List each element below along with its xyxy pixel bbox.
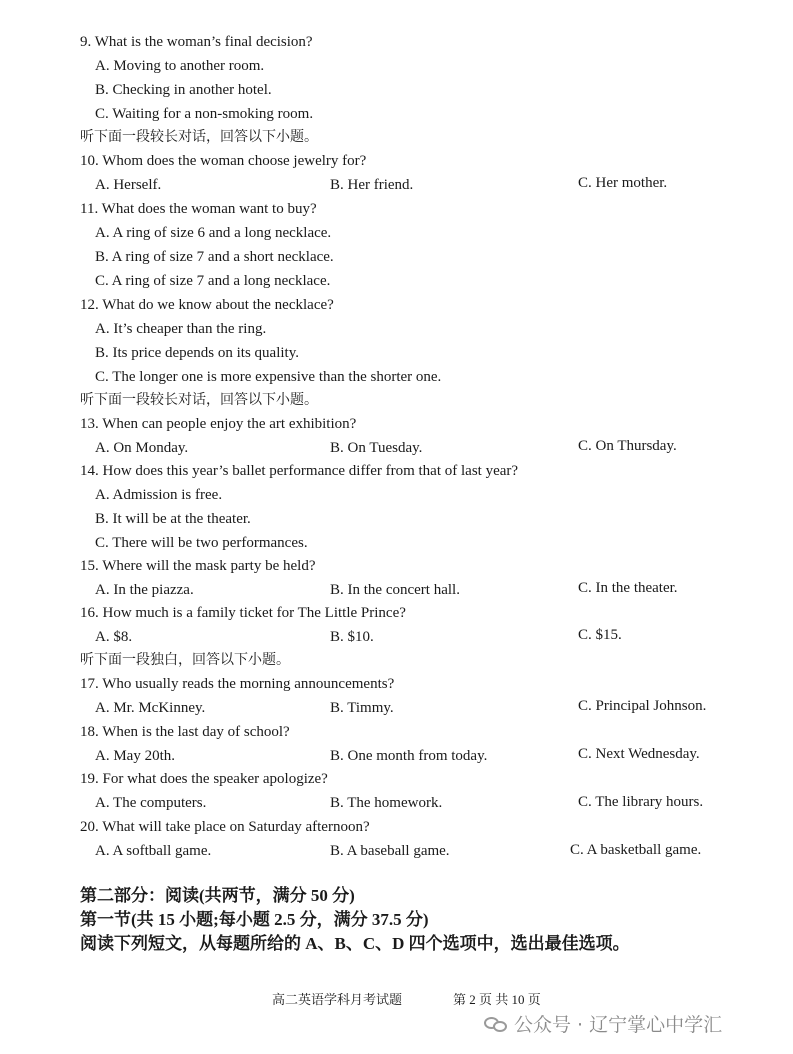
watermark [484, 1010, 722, 1037]
question-stem: 12. What do we know about the necklace? [80, 297, 334, 313]
section-title: 第一节(共 15 小题;每小题 2.5 分，满分 37.5 分) [80, 910, 429, 929]
option-a: A. The computers. [95, 795, 207, 811]
option-b: B. The homework. [330, 795, 443, 811]
question-stem: 11. What does the woman want to buy? [80, 201, 317, 217]
option-a: A. A ring of size 6 and a long necklace. [95, 225, 332, 241]
page-number: 第 2 页 共 10 页 [453, 992, 541, 1007]
listening-instruction: 听下面一段独白，回答以下小题。 [80, 652, 290, 668]
option-b: B. In the concert hall. [330, 582, 460, 598]
question-stem: 15. Where will the mask party be held? [80, 558, 316, 574]
question-stem: 18. When is the last day of school? [80, 724, 290, 740]
question-stem: 10. Whom does the woman choose jewelry for? [80, 153, 367, 169]
option-b: B. Timmy. [330, 700, 394, 716]
option-a: A. It’s cheaper than the ring. [95, 321, 267, 337]
option-a: A. A softball game. [95, 843, 212, 859]
option-a: A. Moving to another room. [95, 58, 265, 74]
option-c: C. $15. [578, 627, 622, 643]
option-a: A. On Monday. [95, 440, 189, 456]
option-c: C. Her mother. [578, 175, 668, 191]
option-b: B. Its price depends on its quality. [95, 345, 299, 361]
option-c: C. Principal Johnson. [578, 698, 707, 714]
question-stem: 19. For what does the speaker apologize? [80, 771, 328, 787]
option-c: C. The longer one is more expensive than the shorter one. [95, 369, 442, 385]
option-b: B. It will be at the theater. [95, 511, 251, 527]
option-b: B. On Tuesday. [330, 440, 423, 456]
option-c: C. Next Wednesday. [578, 746, 700, 762]
option-b: B. A ring of size 7 and a short necklace. [95, 249, 334, 265]
option-b: B. $10. [330, 629, 374, 645]
option-b: B. Her friend. [330, 177, 414, 193]
listening-instruction: 听下面一段较长对话，回答以下小题。 [80, 129, 318, 145]
question-stem: 20. What will take place on Saturday afternoon? [80, 819, 370, 835]
wechat-icon [484, 1015, 508, 1033]
question-stem: 14. How does this year’s ballet performance differ from that of last year? [80, 463, 519, 479]
option-c: C. There will be two performances. [95, 535, 308, 551]
question-stem: 9. What is the woman’s final decision? [80, 34, 313, 50]
option-c: C. A basketball game. [570, 842, 702, 858]
option-a: A. In the piazza. [95, 582, 194, 598]
watermark-text: 公众号 · 辽宁掌心中学汇 [514, 1014, 723, 1036]
question-stem: 17. Who usually reads the morning announcements? [80, 676, 395, 692]
footer-title: 高二英语学科月考试题 [272, 992, 403, 1007]
part-title: 第二部分：阅读(共两节，满分 50 分) [80, 886, 355, 905]
option-a: A. Admission is free. [95, 487, 223, 503]
listening-instruction: 听下面一段较长对话，回答以下小题。 [80, 392, 318, 408]
option-a: A. May 20th. [95, 748, 175, 764]
option-b: B. One month from today. [330, 748, 488, 764]
reading-instruction: 阅读下列短文，从每题所给的 A、B、C、D 四个选项中，选出最佳选项。 [80, 934, 630, 953]
option-c: C. A ring of size 7 and a long necklace. [95, 273, 331, 289]
option-b: B. Checking in another hotel. [95, 82, 272, 98]
question-stem: 16. How much is a family ticket for The Little Prince? [80, 605, 406, 621]
option-c: C. The library hours. [578, 794, 704, 810]
option-c: C. Waiting for a non-smoking room. [95, 106, 314, 122]
option-c: C. In the theater. [578, 580, 678, 596]
option-a: A. $8. [95, 629, 133, 645]
option-a: A. Herself. [95, 177, 162, 193]
question-stem: 13. When can people enjoy the art exhibition? [80, 416, 357, 432]
option-b: B. A baseball game. [330, 843, 450, 859]
option-a: A. Mr. McKinney. [95, 700, 206, 716]
option-c: C. On Thursday. [578, 438, 677, 454]
